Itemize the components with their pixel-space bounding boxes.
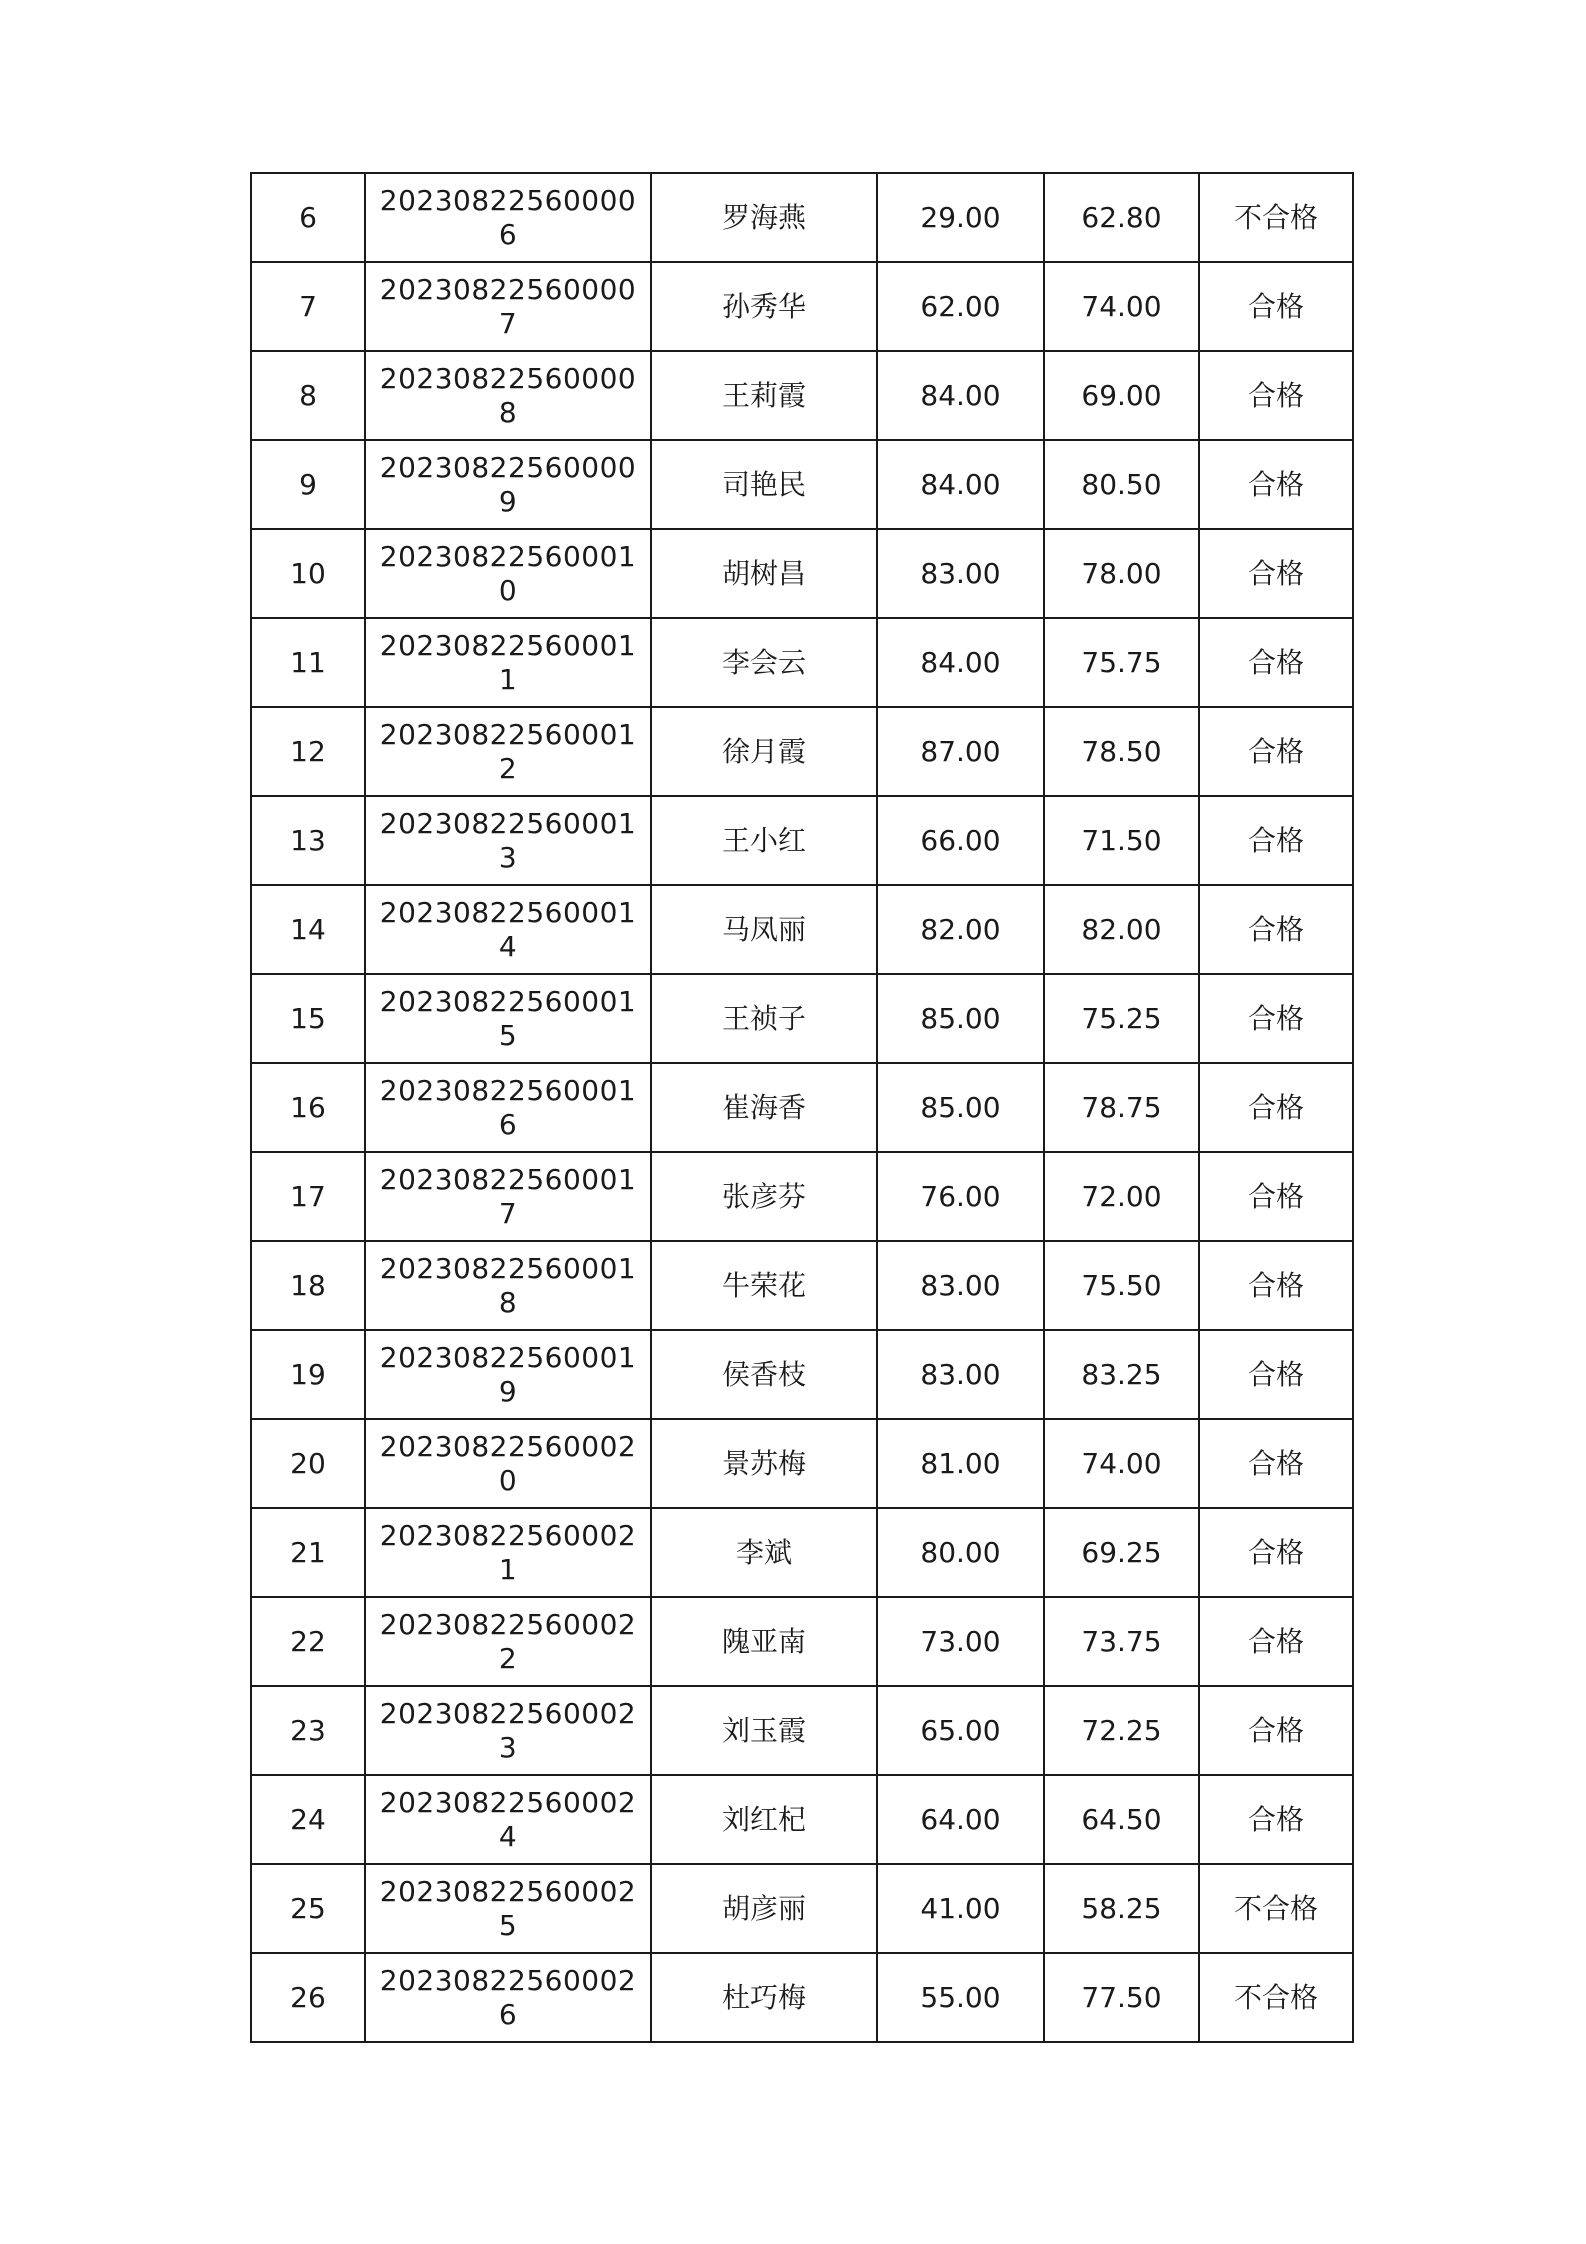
name-cell: 罗海燕	[651, 173, 877, 262]
name-cell: 隗亚南	[651, 1597, 877, 1686]
score-1-cell: 83.00	[877, 1241, 1044, 1330]
score-1-cell: 55.00	[877, 1953, 1044, 2042]
score-2-cell: 71.50	[1044, 796, 1199, 885]
result-cell: 合格	[1199, 1330, 1353, 1419]
result-cell: 合格	[1199, 1241, 1353, 1330]
name-cell: 胡彦丽	[651, 1864, 877, 1953]
candidate-id-cell	[365, 1419, 651, 1508]
score-2-cell: 69.25	[1044, 1508, 1199, 1597]
score-1-cell: 76.00	[877, 1152, 1044, 1241]
candidate-id-line-1: 20230822560000	[379, 361, 637, 395]
score-1-cell: 41.00	[877, 1864, 1044, 1953]
table-row	[251, 1419, 1353, 1508]
table-row	[251, 1686, 1353, 1775]
name-cell: 刘玉霞	[651, 1686, 877, 1775]
name-cell: 景苏梅	[651, 1419, 877, 1508]
candidate-id-line-1: 20230822560002	[379, 1429, 637, 1463]
candidate-id-cell	[365, 1063, 651, 1152]
candidate-id-line-2: 5	[498, 1018, 518, 1052]
candidate-id-cell	[365, 1953, 651, 2042]
score-2-cell: 72.00	[1044, 1152, 1199, 1241]
result-cell: 合格	[1199, 262, 1353, 351]
candidate-id-line-1: 20230822560000	[379, 450, 637, 484]
score-1-cell: 29.00	[877, 173, 1044, 262]
candidate-id-cell	[365, 796, 651, 885]
candidate-id-line-1: 20230822560001	[379, 895, 637, 929]
candidate-id-cell	[365, 1508, 651, 1597]
candidate-id-line-1: 20230822560001	[379, 628, 637, 662]
row-number-cell: 26	[251, 1953, 365, 2042]
row-number-cell: 23	[251, 1686, 365, 1775]
row-number-cell: 6	[251, 173, 365, 262]
row-number-cell: 15	[251, 974, 365, 1063]
name-cell: 侯香枝	[651, 1330, 877, 1419]
name-cell: 张彦芬	[651, 1152, 877, 1241]
row-number-cell: 14	[251, 885, 365, 974]
result-cell: 合格	[1199, 1686, 1353, 1775]
name-cell: 徐月霞	[651, 707, 877, 796]
result-cell: 合格	[1199, 1508, 1353, 1597]
candidate-id-cell	[365, 1330, 651, 1419]
score-2-cell: 72.25	[1044, 1686, 1199, 1775]
name-cell: 马凤丽	[651, 885, 877, 974]
score-1-cell: 82.00	[877, 885, 1044, 974]
score-2-cell: 74.00	[1044, 1419, 1199, 1508]
score-1-cell: 87.00	[877, 707, 1044, 796]
table-row	[251, 440, 1353, 529]
score-2-cell: 82.00	[1044, 885, 1199, 974]
results-table-body	[251, 173, 1353, 2042]
candidate-id-line-1: 20230822560002	[379, 1607, 637, 1641]
table-row	[251, 1775, 1353, 1864]
table-row	[251, 173, 1353, 262]
table-row	[251, 529, 1353, 618]
candidate-id-line-2: 6	[498, 1997, 518, 2031]
candidate-id-line-2: 7	[498, 1196, 518, 1230]
candidate-id-line-1: 20230822560002	[379, 1963, 637, 1997]
score-2-cell: 78.50	[1044, 707, 1199, 796]
score-2-cell: 75.25	[1044, 974, 1199, 1063]
candidate-id-line-1: 20230822560000	[379, 272, 637, 306]
table-row	[251, 1864, 1353, 1953]
candidate-id-line-2: 9	[498, 1374, 518, 1408]
candidate-id-cell	[365, 618, 651, 707]
candidate-id-cell	[365, 974, 651, 1063]
row-number-cell: 10	[251, 529, 365, 618]
row-number-cell: 25	[251, 1864, 365, 1953]
score-2-cell: 83.25	[1044, 1330, 1199, 1419]
score-1-cell: 83.00	[877, 1330, 1044, 1419]
table-row	[251, 1953, 1353, 2042]
score-2-cell: 73.75	[1044, 1597, 1199, 1686]
score-1-cell: 81.00	[877, 1419, 1044, 1508]
row-number-cell: 19	[251, 1330, 365, 1419]
candidate-id-line-1: 20230822560001	[379, 539, 637, 573]
candidate-id-line-2: 8	[498, 395, 518, 429]
result-cell: 合格	[1199, 707, 1353, 796]
name-cell: 牛荣花	[651, 1241, 877, 1330]
row-number-cell: 18	[251, 1241, 365, 1330]
score-1-cell: 73.00	[877, 1597, 1044, 1686]
table-row	[251, 1330, 1353, 1419]
score-2-cell: 75.50	[1044, 1241, 1199, 1330]
table-row	[251, 707, 1353, 796]
candidate-id-line-2: 6	[498, 1107, 518, 1141]
table-row	[251, 1597, 1353, 1686]
table-row	[251, 262, 1353, 351]
candidate-id-cell	[365, 262, 651, 351]
row-number-cell: 7	[251, 262, 365, 351]
result-cell: 合格	[1199, 885, 1353, 974]
score-2-cell: 78.75	[1044, 1063, 1199, 1152]
candidate-id-line-2: 2	[498, 751, 518, 785]
score-1-cell: 65.00	[877, 1686, 1044, 1775]
result-cell: 合格	[1199, 1597, 1353, 1686]
row-number-cell: 17	[251, 1152, 365, 1241]
score-1-cell: 84.00	[877, 440, 1044, 529]
score-1-cell: 85.00	[877, 1063, 1044, 1152]
name-cell: 杜巧梅	[651, 1953, 877, 2042]
candidate-id-line-1: 20230822560002	[379, 1785, 637, 1819]
candidate-id-line-1: 20230822560001	[379, 717, 637, 751]
candidate-id-line-2: 7	[498, 306, 518, 340]
candidate-id-line-1: 20230822560001	[379, 1073, 637, 1107]
candidate-id-line-1: 20230822560002	[379, 1874, 637, 1908]
row-number-cell: 9	[251, 440, 365, 529]
candidate-id-line-2: 1	[498, 1552, 518, 1586]
row-number-cell: 21	[251, 1508, 365, 1597]
name-cell: 李会云	[651, 618, 877, 707]
score-2-cell: 69.00	[1044, 351, 1199, 440]
score-2-cell: 64.50	[1044, 1775, 1199, 1864]
row-number-cell: 22	[251, 1597, 365, 1686]
result-cell: 合格	[1199, 618, 1353, 707]
table-row	[251, 1152, 1353, 1241]
row-number-cell: 8	[251, 351, 365, 440]
candidate-id-cell	[365, 173, 651, 262]
candidate-id-cell	[365, 1597, 651, 1686]
result-cell: 合格	[1199, 1419, 1353, 1508]
row-number-cell: 12	[251, 707, 365, 796]
name-cell: 刘红杞	[651, 1775, 877, 1864]
score-1-cell: 85.00	[877, 974, 1044, 1063]
candidate-id-cell	[365, 1241, 651, 1330]
candidate-id-cell	[365, 1864, 651, 1953]
name-cell: 胡树昌	[651, 529, 877, 618]
table-row	[251, 618, 1353, 707]
candidate-id-line-2: 0	[498, 1463, 518, 1497]
candidate-id-line-2: 6	[498, 217, 518, 251]
row-number-cell: 24	[251, 1775, 365, 1864]
score-2-cell: 74.00	[1044, 262, 1199, 351]
result-cell: 合格	[1199, 1775, 1353, 1864]
result-cell: 合格	[1199, 440, 1353, 529]
result-cell: 不合格	[1199, 1864, 1353, 1953]
score-2-cell: 62.80	[1044, 173, 1199, 262]
score-1-cell: 84.00	[877, 351, 1044, 440]
score-2-cell: 75.75	[1044, 618, 1199, 707]
score-1-cell: 84.00	[877, 618, 1044, 707]
score-2-cell: 77.50	[1044, 1953, 1199, 2042]
candidate-id-line-1: 20230822560000	[379, 183, 637, 217]
score-2-cell: 78.00	[1044, 529, 1199, 618]
result-cell: 合格	[1199, 974, 1353, 1063]
score-1-cell: 66.00	[877, 796, 1044, 885]
candidate-id-line-2: 2	[498, 1641, 518, 1675]
candidate-id-cell	[365, 1775, 651, 1864]
name-cell: 崔海香	[651, 1063, 877, 1152]
candidate-id-line-1: 20230822560002	[379, 1518, 637, 1552]
name-cell: 王小红	[651, 796, 877, 885]
candidate-id-line-1: 20230822560001	[379, 1162, 637, 1196]
candidate-id-line-2: 3	[498, 1730, 518, 1764]
candidate-id-cell	[365, 1152, 651, 1241]
table-row	[251, 974, 1353, 1063]
candidate-id-line-2: 0	[498, 573, 518, 607]
candidate-id-line-1: 20230822560001	[379, 1251, 637, 1285]
candidate-id-line-2: 8	[498, 1285, 518, 1319]
result-cell: 合格	[1199, 351, 1353, 440]
row-number-cell: 11	[251, 618, 365, 707]
table-row	[251, 1241, 1353, 1330]
result-cell: 合格	[1199, 1063, 1353, 1152]
result-cell: 合格	[1199, 529, 1353, 618]
candidate-id-line-2: 4	[498, 1819, 518, 1853]
candidate-id-line-2: 4	[498, 929, 518, 963]
row-number-cell: 16	[251, 1063, 365, 1152]
name-cell: 王祯子	[651, 974, 877, 1063]
score-2-cell: 80.50	[1044, 440, 1199, 529]
row-number-cell: 13	[251, 796, 365, 885]
table-row	[251, 351, 1353, 440]
candidate-id-cell	[365, 707, 651, 796]
result-cell: 合格	[1199, 796, 1353, 885]
result-cell: 不合格	[1199, 173, 1353, 262]
table-row	[251, 1508, 1353, 1597]
score-1-cell: 83.00	[877, 529, 1044, 618]
candidate-id-line-2: 5	[498, 1908, 518, 1942]
name-cell: 孙秀华	[651, 262, 877, 351]
candidate-id-cell	[365, 885, 651, 974]
candidate-id-cell	[365, 351, 651, 440]
candidate-id-line-2: 1	[498, 662, 518, 696]
score-2-cell: 58.25	[1044, 1864, 1199, 1953]
candidate-id-line-2: 9	[498, 484, 518, 518]
candidate-id-line-1: 20230822560002	[379, 1696, 637, 1730]
score-1-cell: 80.00	[877, 1508, 1044, 1597]
results-table	[250, 172, 1354, 2043]
candidate-id-line-1: 20230822560001	[379, 1340, 637, 1374]
score-1-cell: 64.00	[877, 1775, 1044, 1864]
candidate-id-cell	[365, 1686, 651, 1775]
candidate-id-cell	[365, 440, 651, 529]
candidate-id-line-1: 20230822560001	[379, 806, 637, 840]
score-1-cell: 62.00	[877, 262, 1044, 351]
candidate-id-line-1: 20230822560001	[379, 984, 637, 1018]
name-cell: 司艳民	[651, 440, 877, 529]
candidate-id-line-2: 3	[498, 840, 518, 874]
table-row	[251, 885, 1353, 974]
candidate-id-cell	[365, 529, 651, 618]
row-number-cell: 20	[251, 1419, 365, 1508]
result-cell: 不合格	[1199, 1953, 1353, 2042]
table-row	[251, 1063, 1353, 1152]
result-cell: 合格	[1199, 1152, 1353, 1241]
table-row	[251, 796, 1353, 885]
name-cell: 王莉霞	[651, 351, 877, 440]
name-cell: 李斌	[651, 1508, 877, 1597]
